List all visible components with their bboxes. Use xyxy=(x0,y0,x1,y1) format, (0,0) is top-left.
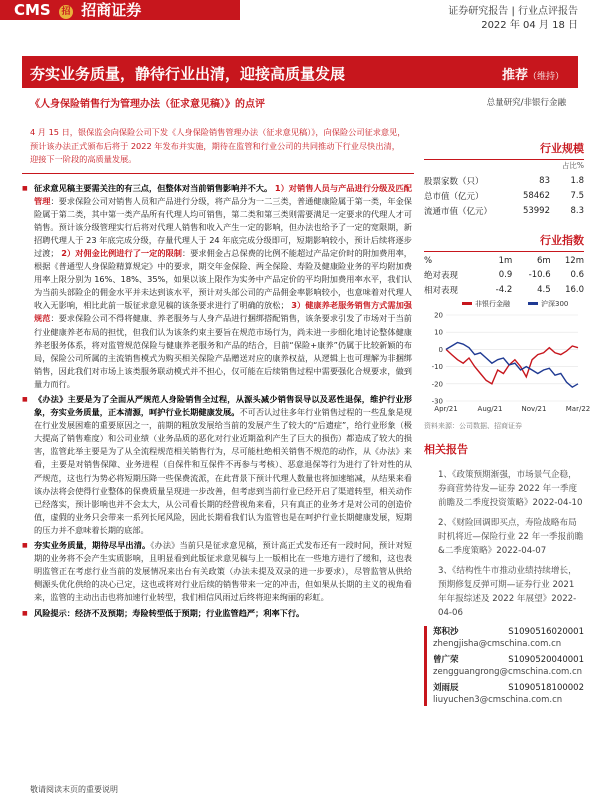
y-tick-label: 10 xyxy=(434,328,443,337)
table-header-row xyxy=(424,254,584,267)
industry-index-title: 行业指数 xyxy=(424,232,584,252)
risk-warning-text: 风险提示：经济不及预期；寿险转型低于预期；行业监管趋严；利率下行。 xyxy=(34,607,305,618)
bullet-3 xyxy=(22,539,414,604)
scale-value: 58462 xyxy=(522,190,550,201)
series-line-nonbank xyxy=(446,346,578,384)
list-item[interactable] xyxy=(438,564,584,620)
analyst-email[interactable]: zengguangrong@cmschina.com.cn xyxy=(433,667,583,677)
y-tick-label: -10 xyxy=(431,363,443,372)
chart-source: 资料来源：公司数据、招商证券 xyxy=(424,422,522,430)
x-tick-label: Mar/22 xyxy=(565,405,591,413)
analyst-email[interactable]: zhengjisha@cmschina.com.cn xyxy=(433,639,562,649)
related-report-link[interactable]: 2、《财险回调即买点，寿险战略布局时机将近—保险行业 22 年一季报前瞻&二季度策略》2022-04-07 xyxy=(438,518,584,556)
rating-label: 推荐 xyxy=(501,68,528,83)
rating-badge xyxy=(502,64,564,83)
company-logo xyxy=(0,0,240,20)
bullet-1-head: 征求意见稿主要需关注的有三点，但整体对当前销售影响并不大。 xyxy=(34,182,273,193)
sidebar xyxy=(424,140,591,710)
list-item[interactable] xyxy=(438,516,584,558)
lead-paragraph: 4 月 15 日，银保监会向保险公司下发《人身保险销售管理办法（征求意见稿）》，向保险公司征求意见，预计该办法正式颁布后将于 2022 年发布并实施，期待在监管和行业公司的共同推动下行业尽快出清，迎接下一阶段的高质量发展。 xyxy=(30,127,406,164)
analyst-row xyxy=(433,626,584,638)
industry-scale-title: 行业规模 xyxy=(424,140,584,160)
industry-scale-table xyxy=(424,173,584,218)
industry-index-table xyxy=(424,254,584,297)
analyst-code: S1090516020001 xyxy=(508,627,584,637)
analyst-name: 刘雨辰 xyxy=(433,683,459,693)
bullet-2-head: 《办法》主要是为了全面从严规范人身险销售全过程，从源头减少销售误导以及恶性退保，维护行业形象，夯实业务质量，正本清源，呵护行业长期健康发展。 xyxy=(34,394,412,418)
scale-pct: 1.8 xyxy=(570,175,584,186)
scale-value: 53992 xyxy=(522,205,550,216)
table-row xyxy=(424,173,584,188)
related-reports-list xyxy=(424,468,584,620)
department: 总量研究/非银行金融 xyxy=(486,98,566,108)
x-tick-label: Apr/21 xyxy=(434,405,458,413)
rating-note: （维持） xyxy=(527,72,564,82)
logo-en: CMS xyxy=(14,1,51,19)
list-item[interactable] xyxy=(438,468,584,510)
column-header: % xyxy=(424,255,433,266)
legend-swatch xyxy=(462,302,472,305)
index-value: 0.6 xyxy=(570,269,584,280)
legend-label: 非银行金融 xyxy=(475,300,510,308)
bullet-1-point-1-text: ：要求保险公司对销售人员和产品进行分级，将产品分为一二三类，普通健康险属于第一类，年金保险属于第二类，其中第一类产品所有代理人均可销售，第二类和第三类则需要满足一定要求的代理人才可销售。预计该分级管理实行后将对代理人销售和收入产生一定的影响，但办法也给予了一定的宽限期，新招聘代理人于 23 年底完成分级，存量代理人于 24 年底完成分级即可，短期影响较小，预计后续将逐步过渡； xyxy=(34,195,412,258)
analyst-row xyxy=(433,682,584,694)
index-label: 相对表现 xyxy=(424,285,459,296)
analyst-name: 郑积沙 xyxy=(433,627,459,637)
divider xyxy=(22,173,414,174)
legend-swatch xyxy=(528,302,538,305)
page-footer: 敬请阅读末页的重要说明 xyxy=(30,785,118,794)
column-header: 6m xyxy=(536,255,551,266)
industry-index-chart xyxy=(424,297,591,419)
analyst-row xyxy=(433,654,584,666)
scale-unit: 占比% xyxy=(561,161,584,170)
index-value: 4.5 xyxy=(537,284,551,295)
scale-label: 股票家数（只） xyxy=(424,176,484,187)
index-value: 16.0 xyxy=(565,284,584,295)
analyst-email[interactable]: liuyuchen3@cmschina.com.cn xyxy=(433,695,563,705)
scale-label: 总市值（亿元） xyxy=(424,191,484,202)
bullet-1 xyxy=(22,182,414,392)
logo-seal-icon: 招 xyxy=(59,5,73,19)
index-chart-svg xyxy=(424,297,591,419)
related-report-link[interactable]: 3、《结构性牛市推动业绩持续增长，预期修复反弹可期—证券行业 2021 年年报综述及 2022 年展望》2022-04-06 xyxy=(438,566,577,618)
risk-warning xyxy=(22,607,414,620)
report-subtitle: 《人身保险销售行为管理办法（征求意见稿）》的点评 xyxy=(30,99,265,110)
title-bar xyxy=(22,56,578,88)
page-title: 夯实业务质量，静待行业出清，迎接高质量发展 xyxy=(30,65,346,83)
x-tick-label: Nov/21 xyxy=(521,405,547,413)
x-tick-label: Aug/21 xyxy=(477,405,503,413)
y-tick-label: 0 xyxy=(438,345,443,354)
report-date: 2022 年 04 月 18 日 xyxy=(481,20,578,31)
scale-label: 流通市值（亿元） xyxy=(424,206,493,217)
table-row xyxy=(424,267,584,282)
legend-label: 沪深300 xyxy=(541,300,569,308)
y-tick-label: 20 xyxy=(434,311,443,320)
table-row xyxy=(424,203,584,218)
bullet-1-point-2-text: ：要求佣金占总保费的比例不能超过产品定价时的附加费用率，根据《普通型人身保险精算规定》中的要求，期交年金保险、两全保险、寿险及健康险业务的平均附加费用率上限分别为 16%、18%、35%，如果以该上限作为实务中产品定价的平均附加费用率水平，我们认为当前头部险企的佣金水平并未达到该水平，预计对头部公司的产品佣金率影响较小，也意味着对代理人收入无影响，相比此前一版征求意见稿的该条要求进行了明确的放松； xyxy=(34,247,412,311)
logo-cn: 招商证券 xyxy=(81,1,142,19)
bullet-3-text: 《办法》当前只是征求意见稿，预计高正式发布还有一段时间，预计对短期的业务将不会产生实质影响，且明显看到此版征求意见稿与上一版相比在一些地方进行了缓和，这也表明监管正在考虑行业当前的发展情况来出台有关政策（办法未提及双录的进一步要求），尽管监管从供给侧源头优化供给的决心已定，这也或将对行业后续的销售带来一定的冲击，但如果从长期的主义的视角看来，监管的主动出击也将加速行业转型，我们相信风雨过后终将迎来绚丽的彩虹。 xyxy=(34,540,412,603)
analyst-code: S1090520040001 xyxy=(508,655,584,665)
bullet-3-head: 夯实业务质量，期待尽早出清。 xyxy=(34,540,151,551)
y-tick-label: -30 xyxy=(431,397,443,406)
bullet-2 xyxy=(22,393,414,537)
main-content xyxy=(22,118,414,622)
bullet-1-point-1-head: 1）对销售人员与产品进行分级及匹配管理 xyxy=(34,182,412,206)
analyst-name: 曾广荣 xyxy=(433,655,459,665)
related-report-link[interactable]: 1、《政策预期渐强，市场景气企稳，券商营势待发—证券 2022 年一季度前瞻及二季度投资策略》2022-04-10 xyxy=(438,470,583,508)
bullet-1-point-3-head: 3）健康养老服务销售方式需加强规范 xyxy=(34,300,412,324)
related-reports-title: 相关报告 xyxy=(424,443,468,456)
column-header: 1m xyxy=(498,255,513,266)
index-value: 0.9 xyxy=(498,269,513,280)
y-tick-label: -20 xyxy=(431,380,443,389)
index-value: -10.6 xyxy=(528,269,551,280)
report-type: 证券研究报告 | 行业点评报告 xyxy=(448,6,578,17)
page-header xyxy=(0,0,600,31)
bullet-2-text: 不可否认过往多年行业销售过程的一些乱象是现在行业发展困难的重要原因之一，前期的粗放发展给当前的发展产生了较大的“后遗症”，给行业形象（极大提高了销售难度）和公司业绩（业务品质的恶化对行业近期盈利产生了巨大的损伤）都造成了较大的损害，监管此举主要是为了从全流程规范相关销售行为，尽可能杜绝相关销售不规范的动作，从《办法》来看，主要是对销售保障、业务进程（自保件和互保件不再参与考核）、恶意退保等行为进行了针对性的从严规范，这也行为势必将短期压降一些保费流派，在此背景下预计代理人数量也将加速缩减，从结果来看该办法将会使得行业整体的保费质量呈现进一步改善，但考虑到当前行业已经开启了渠道转型，相关动作已经落实，预计影响也并不会太大，从公司看长期的经营视角来看，只有真正的业务才是对公司的创造价值，虚假的业务只会带来一系列长尾风险，因此长期看我们认为监管也是在呵护行业长期健康发展，短期的压力并不意味着长期的底部。 xyxy=(34,407,412,535)
bullet-1-point-3-text: ：要求保险公司不得将健康、养老服务与人身产品进行捆绑搭配销售，该条要求引发了市场对于当前行业健康养老布局的担忧，但我们认为该条约束主要旨在规范市场行为，尚未进一步细化地讨论整体健康养老服务体系，将对监管规范保险与健康养老服务和产品的结合，目前“保险+康养”仍属于比较新颖的布局，保险公司所属的主流销售模式为购买相关保险产品赠送对应的康养权益，从逻辑上也可理解为非捆绑销售，因此我们对市场上该类服务联动模式并不担心，仅可能在后续销售过程中需要强化合规要求，做到量力而行。 xyxy=(34,313,412,389)
table-row xyxy=(424,188,584,203)
analyst-list xyxy=(424,626,584,706)
analyst-code: S1090518100002 xyxy=(508,683,584,693)
column-header: 12m xyxy=(564,255,584,266)
bullet-1-point-2-head: 2）对佣金比例进行了一定的限制 xyxy=(61,247,182,258)
index-label: 绝对表现 xyxy=(424,270,459,281)
index-value: -4.2 xyxy=(495,284,513,295)
scale-value: 83 xyxy=(539,175,550,186)
scale-pct: 7.5 xyxy=(570,190,584,201)
scale-pct: 8.3 xyxy=(570,205,584,216)
table-row xyxy=(424,282,584,297)
